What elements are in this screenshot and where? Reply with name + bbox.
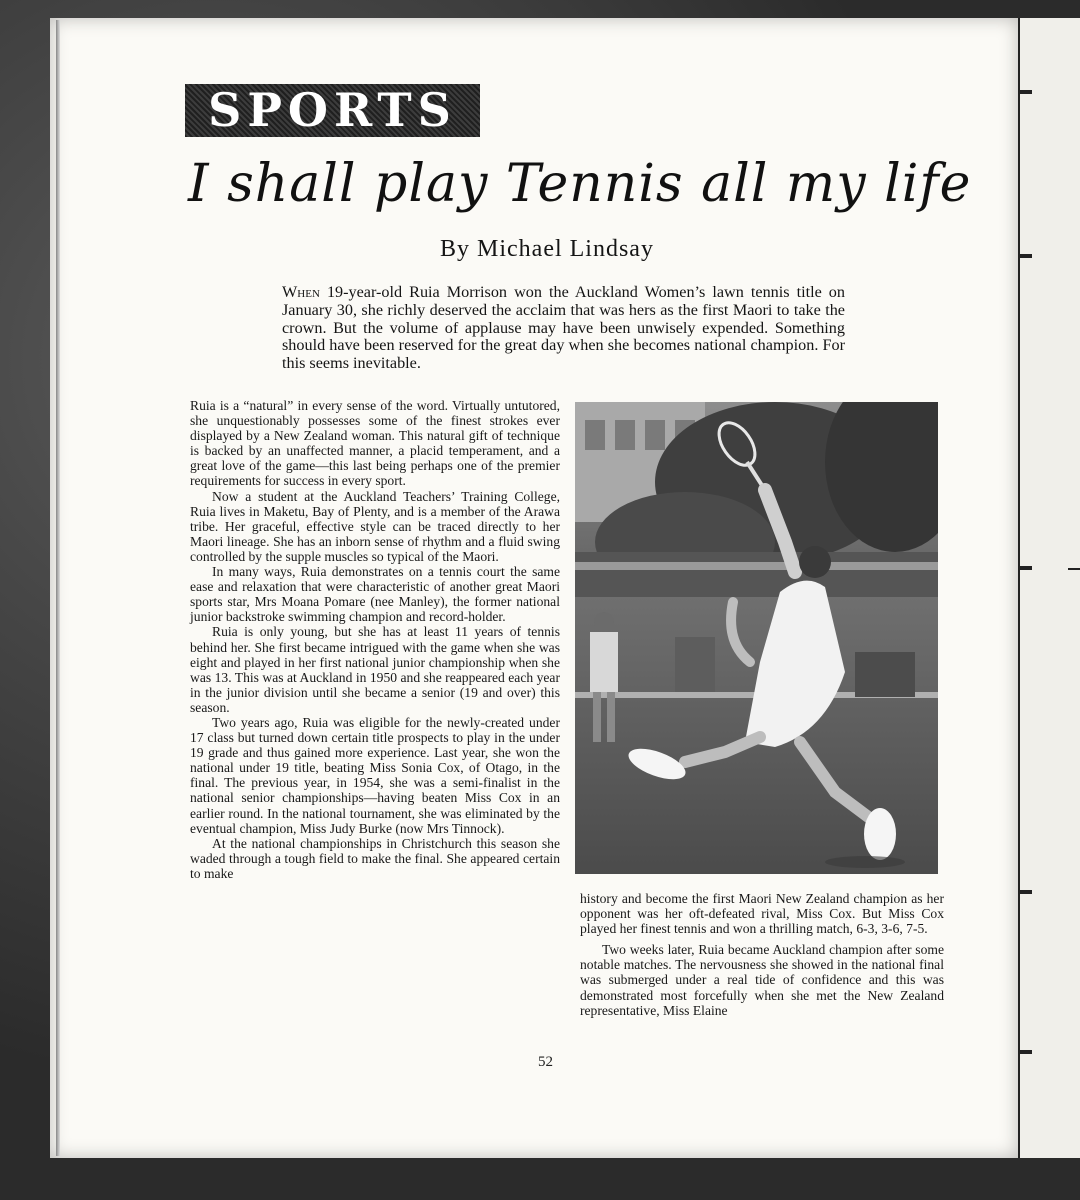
body-paragraph: Now a student at the Auckland Teachers’ Training College, Ruia lives in Maketu, Bay of Plenty, and is a member of the Arawa tribe. Her graceful, effective style can be traced directly to her Maori lineage. She has an inborn sense of rhythm and a fluid swing controlled by the supple muscles so typical of the Maori.: [190, 488, 560, 564]
section-tag: SPORTS: [185, 84, 480, 137]
body-paragraph: Ruia is a “natural” in every sense of the word. Virtually untutored, she unquestionably possesses some of the finest strokes ever displayed by a New Zealand woman. This natural gift of technique is backed by an unaffected manner, a placid temperament, and a great love of the game—this last being perhaps one of the premier requirements for success in every sport.: [190, 398, 560, 489]
edge-mark: [1020, 566, 1032, 570]
page-binding-edge: [56, 20, 60, 1156]
body-paragraph: Two weeks later, Ruia became Auckland champion after some notable matches. The nervousness she showed in the national final was submerged under a real tide of confidence and this was demonstrated most forcefully when she met the New Zealand representative, Miss Elaine: [580, 942, 944, 1018]
next-page-edge: [1018, 18, 1080, 1158]
byline: By Michael Lindsay: [440, 236, 654, 262]
edge-mark: [1020, 254, 1032, 258]
edge-mark: [1020, 1050, 1032, 1054]
left-column: [190, 398, 560, 881]
right-column: [580, 891, 944, 1018]
tennis-player-photo: [575, 402, 938, 874]
body-paragraph: Two years ago, Ruia was eligible for the newly-created under 17 class but turned down certain title prospects to play in the under 19 grade and thus gained more experience. Last year, she won the national under 19 title, beating Miss Sonia Cox, of Otago, in the final. The previous year, in 1954, she was a semi-finalist in the national senior championships—having beaten Miss Cox in an earlier round. In the national tournament, she was eliminated by the eventual champion, Miss Judy Burke (now Mrs Tinnock).: [190, 714, 560, 836]
lede-paragraph: [282, 284, 845, 373]
body-paragraph: Ruia is only young, but she has at least 11 years of tennis behind her. She first became intrigued with the game when she was eight and played in her first national junior championship when she was 13. This was at Auckland in 1950 and she reappeared each year in the junior division until she became a senior (19 and over) this season.: [190, 624, 560, 715]
body-paragraph: history and become the first Maori New Zealand champion as her opponent was her oft-defeated rival, Miss Cox. But Miss Cox played her finest tennis and won a thrilling match, 6-3, 3-6, 7-5.: [580, 891, 944, 937]
page-number: 52: [538, 1054, 553, 1070]
edge-mark: [1020, 890, 1032, 894]
lede-text: 19-year-old Ruia Morrison won the Auckland Women’s lawn tennis title on January 30, she richly deserved the acclaim that was hers as the first Maori to take the crown. But the volume of applause may have been unwisely expended. Something should have been reserved for the great day when she becomes national champion. For this seems inevitable.: [282, 283, 845, 373]
edge-mark: [1020, 90, 1032, 94]
body-paragraph: In many ways, Ruia demonstrates on a tennis court the same ease and relaxation that were characteristic of another great Maori sports star, Mrs Moana Pomare (nee Manley), the former national junior backstroke swimming champion and record-holder.: [190, 564, 560, 625]
article-headline: I shall play Tennis all my life: [188, 154, 972, 214]
body-paragraph: At the national championships in Christchurch this season she waded through a tough field to make the final. She appeared certain to make: [190, 835, 560, 881]
edge-mark: [1068, 568, 1080, 570]
lede-lead-word: When: [282, 283, 320, 301]
